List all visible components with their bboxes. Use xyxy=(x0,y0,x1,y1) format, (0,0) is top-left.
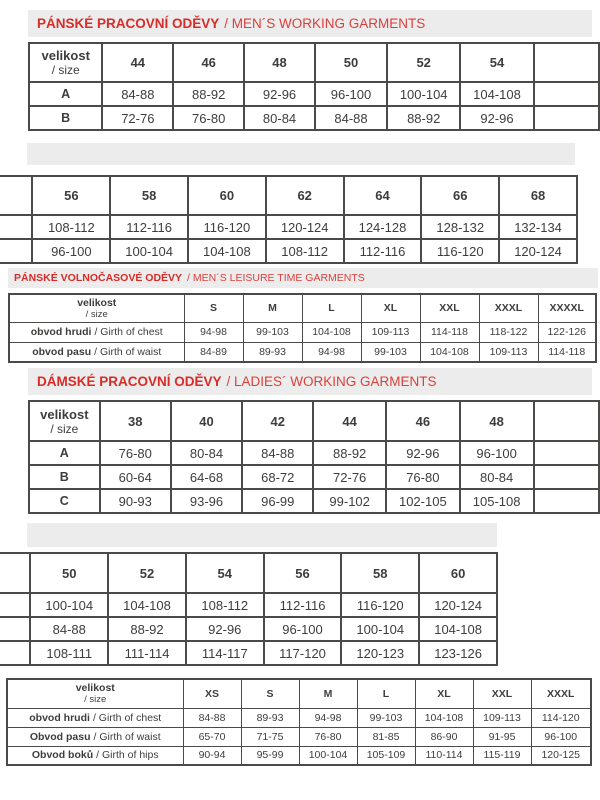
section-title-czech: DÁMSKÉ PRACOVNÍ ODĚVY xyxy=(37,374,222,389)
size-value-cell: 80-84 xyxy=(244,106,315,130)
size-value-cell: 84-88 xyxy=(242,441,313,465)
table-row xyxy=(29,106,599,130)
size-value-cell: 100-104 xyxy=(387,82,460,106)
size-value-cell: 120-124 xyxy=(266,215,344,239)
size-header-cell: 62 xyxy=(266,176,344,215)
size-table xyxy=(28,42,600,131)
size-table xyxy=(6,678,592,766)
size-value-cell: 108-112 xyxy=(186,593,264,617)
table-row xyxy=(7,727,591,746)
size-header-cell: XL xyxy=(415,679,473,708)
table-row xyxy=(9,342,596,362)
cropped-column-cell xyxy=(534,43,599,82)
measure-label-english: / Girth of chest xyxy=(94,326,163,338)
size-corner-cell xyxy=(29,43,102,82)
size-value-cell: 76-80 xyxy=(173,106,244,130)
size-header-cell: 40 xyxy=(171,401,242,441)
size-value-cell: 116-120 xyxy=(188,215,266,239)
corner-main-label: velikost xyxy=(40,406,89,422)
row-label-cell: B xyxy=(29,106,102,130)
size-value-cell: 96-100 xyxy=(264,617,342,641)
size-value-cell: 84-89 xyxy=(184,342,243,362)
size-value-cell: 84-88 xyxy=(30,617,108,641)
size-value-cell: 100-104 xyxy=(299,746,357,765)
size-value-cell: 92-96 xyxy=(460,106,533,130)
size-value-cell: 68-72 xyxy=(242,465,313,489)
size-value-cell: 122-126 xyxy=(538,322,596,342)
measure-label-czech: obvod hrudi xyxy=(30,326,92,338)
section-header-mens-leisure xyxy=(8,268,598,288)
size-value-cell: 120-124 xyxy=(499,239,577,263)
spacer-band xyxy=(27,523,497,547)
size-header-cell: 50 xyxy=(30,553,108,593)
cropped-column-cell xyxy=(0,176,32,215)
size-value-cell: 84-88 xyxy=(315,106,387,130)
size-value-cell: 86-90 xyxy=(415,727,473,746)
size-header-cell: XXL xyxy=(473,679,531,708)
size-header-cell: S xyxy=(241,679,299,708)
size-value-cell: 64-68 xyxy=(171,465,242,489)
size-table xyxy=(0,552,498,666)
size-value-cell: 104-108 xyxy=(302,322,361,342)
size-value-cell: 90-94 xyxy=(183,746,241,765)
cropped-column-cell xyxy=(0,215,32,239)
size-value-cell: 124-128 xyxy=(344,215,422,239)
size-value-cell: 105-108 xyxy=(460,489,534,513)
mens-working-table-sizes-56-68 xyxy=(0,175,578,268)
size-value-cell: 76-80 xyxy=(386,465,460,489)
size-value-cell: 94-98 xyxy=(299,708,357,727)
size-value-cell: 114-118 xyxy=(420,322,479,342)
mens-leisure-table xyxy=(8,293,597,363)
size-value-cell: 100-104 xyxy=(110,239,188,263)
size-value-cell: 92-96 xyxy=(386,441,460,465)
size-header-cell: 60 xyxy=(188,176,266,215)
size-value-cell: 84-88 xyxy=(102,82,173,106)
section-header-ladies-working xyxy=(28,368,592,395)
size-value-cell: 84-88 xyxy=(183,708,241,727)
size-header-cell: 52 xyxy=(108,553,186,593)
size-value-cell: 76-80 xyxy=(100,441,171,465)
corner-sub-label: / size xyxy=(50,421,79,436)
cropped-column-cell xyxy=(0,641,30,665)
size-header-cell: 64 xyxy=(344,176,422,215)
ladies-measurements-table xyxy=(6,678,592,768)
measure-label-english: / Girth of waist xyxy=(93,730,161,743)
measure-label-english: / Girth of waist xyxy=(94,345,162,358)
size-header-cell: 48 xyxy=(460,401,534,441)
size-value-cell: 88-92 xyxy=(173,82,244,106)
size-header-cell: XS xyxy=(183,679,241,708)
size-value-cell: 114-120 xyxy=(531,708,591,727)
size-value-cell: 108-112 xyxy=(266,239,344,263)
size-value-cell: 109-113 xyxy=(473,708,531,727)
size-header-cell: 58 xyxy=(110,176,188,215)
size-header-cell: 46 xyxy=(386,401,460,441)
size-table xyxy=(8,293,597,363)
size-value-cell: 94-98 xyxy=(302,342,361,362)
size-value-cell: 93-96 xyxy=(171,489,242,513)
cropped-column-cell xyxy=(534,489,599,513)
size-header-cell: 44 xyxy=(313,401,386,441)
row-label-cell: A xyxy=(29,82,102,106)
size-value-cell: 81-85 xyxy=(357,727,415,746)
size-value-cell: 72-76 xyxy=(102,106,173,130)
size-header-cell: XXXL xyxy=(531,679,591,708)
size-header-cell: M xyxy=(243,294,302,322)
size-value-cell: 96-100 xyxy=(531,727,591,746)
size-value-cell: 114-117 xyxy=(186,641,264,665)
size-value-cell: 112-116 xyxy=(110,215,188,239)
size-header-cell: 46 xyxy=(173,43,244,82)
size-value-cell: 104-108 xyxy=(420,342,479,362)
cropped-column-cell xyxy=(534,441,599,465)
size-value-cell: 104-108 xyxy=(419,617,497,641)
size-value-cell: 76-80 xyxy=(299,727,357,746)
ladies-working-table-sizes-38-48 xyxy=(28,400,600,518)
size-value-cell: 105-109 xyxy=(357,746,415,765)
size-value-cell: 116-120 xyxy=(421,239,499,263)
section-header-mens-working xyxy=(28,10,592,37)
cropped-column-cell xyxy=(0,239,32,263)
measure-label-czech: obvod pasu xyxy=(32,345,92,358)
size-value-cell: 104-108 xyxy=(188,239,266,263)
size-value-cell: 110-114 xyxy=(415,746,473,765)
table-row xyxy=(0,239,577,263)
size-value-cell: 100-104 xyxy=(30,593,108,617)
corner-main-label: velikost xyxy=(77,296,117,309)
table-row xyxy=(0,641,497,665)
size-header-cell: 38 xyxy=(100,401,171,441)
size-header-cell: 60 xyxy=(419,553,497,593)
size-value-cell: 120-125 xyxy=(531,746,591,765)
size-value-cell: 109-113 xyxy=(361,322,420,342)
corner-sub-label: / size xyxy=(51,63,80,77)
size-header-cell: 56 xyxy=(32,176,110,215)
table-row xyxy=(29,82,599,106)
measure-label-czech: Obvod pasu xyxy=(29,730,91,743)
row-label-cell: C xyxy=(29,489,100,513)
corner-main-label: velikost xyxy=(75,682,115,695)
size-value-cell: 112-116 xyxy=(344,239,422,263)
section-title-english: / MEN´S WORKING GARMENTS xyxy=(224,16,426,31)
size-value-cell: 99-103 xyxy=(361,342,420,362)
size-value-cell: 117-120 xyxy=(264,641,342,665)
size-corner-cell xyxy=(29,401,100,441)
size-value-cell: 94-98 xyxy=(184,322,243,342)
measure-label-english: / Girth of chest xyxy=(92,711,162,724)
size-value-cell: 109-113 xyxy=(479,342,538,362)
cropped-column-cell xyxy=(534,401,599,441)
size-value-cell: 104-108 xyxy=(108,593,186,617)
size-value-cell: 95-99 xyxy=(241,746,299,765)
table-row xyxy=(29,489,599,513)
spacer-band xyxy=(27,143,575,165)
size-corner-cell xyxy=(9,294,184,322)
size-header-cell: 58 xyxy=(341,553,419,593)
size-value-cell: 65-70 xyxy=(183,727,241,746)
size-value-cell: 104-108 xyxy=(460,82,533,106)
size-header-cell: S xyxy=(184,294,243,322)
table-row xyxy=(7,708,591,727)
table-row xyxy=(9,322,596,342)
size-value-cell: 96-99 xyxy=(242,489,313,513)
size-value-cell: 132-134 xyxy=(499,215,577,239)
row-label-cell: B xyxy=(29,465,100,489)
size-value-cell: 88-92 xyxy=(387,106,460,130)
cropped-column-cell xyxy=(0,617,30,641)
measure-label-czech: Obvod boků xyxy=(31,749,94,762)
measure-label-cell xyxy=(7,746,183,765)
ladies-working-table-sizes-50-60 xyxy=(0,552,498,670)
cropped-column-cell xyxy=(0,593,30,617)
size-value-cell: 89-93 xyxy=(241,708,299,727)
size-header-cell: L xyxy=(357,679,415,708)
size-value-cell: 116-120 xyxy=(341,593,419,617)
size-corner-cell xyxy=(7,679,183,708)
size-value-cell: 88-92 xyxy=(108,617,186,641)
size-value-cell: 80-84 xyxy=(460,465,534,489)
size-value-cell: 112-116 xyxy=(264,593,342,617)
cropped-column-cell xyxy=(0,553,30,593)
table-row xyxy=(0,593,497,617)
size-value-cell: 100-104 xyxy=(341,617,419,641)
size-header-cell: 54 xyxy=(186,553,264,593)
size-header-cell: M xyxy=(299,679,357,708)
size-table xyxy=(28,400,600,514)
size-value-cell: 99-103 xyxy=(243,322,302,342)
size-value-cell: 120-123 xyxy=(341,641,419,665)
size-header-cell: XXXL xyxy=(479,294,538,322)
size-header-cell: 42 xyxy=(242,401,313,441)
size-value-cell: 88-92 xyxy=(313,441,386,465)
size-value-cell: 92-96 xyxy=(244,82,315,106)
size-value-cell: 108-111 xyxy=(30,641,108,665)
size-value-cell: 111-114 xyxy=(108,641,186,665)
section-title-english: / LADIES´ WORKING GARMENTS xyxy=(226,374,437,389)
size-value-cell: 80-84 xyxy=(171,441,242,465)
measure-label-czech: obvod hrudi xyxy=(29,711,90,724)
size-value-cell: 96-100 xyxy=(460,441,534,465)
size-value-cell: 60-64 xyxy=(100,465,171,489)
size-value-cell: 96-100 xyxy=(32,239,110,263)
size-header-cell: XXL xyxy=(420,294,479,322)
size-value-cell: 99-103 xyxy=(357,708,415,727)
size-table xyxy=(0,175,578,264)
cropped-column-cell xyxy=(534,465,599,489)
table-row xyxy=(29,465,599,489)
size-value-cell: 114-118 xyxy=(538,342,596,362)
size-header-cell: 50 xyxy=(315,43,387,82)
cropped-column-cell xyxy=(534,106,599,130)
table-row xyxy=(29,441,599,465)
size-header-cell: 48 xyxy=(244,43,315,82)
corner-main-label: velikost xyxy=(41,48,90,63)
size-value-cell: 120-124 xyxy=(419,593,497,617)
size-value-cell: 72-76 xyxy=(313,465,386,489)
size-header-cell: 66 xyxy=(421,176,499,215)
size-header-cell: 52 xyxy=(387,43,460,82)
section-title-czech: PÁNSKÉ PRACOVNÍ ODĚVY xyxy=(37,16,220,31)
measure-label-cell xyxy=(9,342,184,362)
size-header-cell: XXXXL xyxy=(538,294,596,322)
measure-label-english: / Girth of hips xyxy=(96,749,159,762)
size-header-cell: 56 xyxy=(264,553,342,593)
size-value-cell: 118-122 xyxy=(479,322,538,342)
table-row xyxy=(0,215,577,239)
size-value-cell: 108-112 xyxy=(32,215,110,239)
size-value-cell: 71-75 xyxy=(241,727,299,746)
size-value-cell: 123-126 xyxy=(419,641,497,665)
measure-label-cell xyxy=(7,727,183,746)
section-title-english: / MEN´S LEISURE TIME GARMENTS xyxy=(187,272,365,284)
size-header-cell: XL xyxy=(361,294,420,322)
size-value-cell: 96-100 xyxy=(315,82,387,106)
cropped-column-cell xyxy=(534,82,599,106)
size-value-cell: 90-93 xyxy=(100,489,171,513)
size-value-cell: 92-96 xyxy=(186,617,264,641)
size-value-cell: 104-108 xyxy=(415,708,473,727)
size-header-cell: 54 xyxy=(460,43,533,82)
size-value-cell: 99-102 xyxy=(313,489,386,513)
row-label-cell: A xyxy=(29,441,100,465)
size-header-cell: 68 xyxy=(499,176,577,215)
table-row xyxy=(7,746,591,765)
corner-sub-label: / size xyxy=(84,694,107,706)
section-title-czech: PÁNSKÉ VOLNOČASOVÉ ODĚVY xyxy=(14,272,183,284)
size-value-cell: 115-119 xyxy=(473,746,531,765)
corner-sub-label: / size xyxy=(85,308,108,320)
table-row xyxy=(0,617,497,641)
size-header-cell: L xyxy=(302,294,361,322)
size-value-cell: 128-132 xyxy=(421,215,499,239)
measure-label-cell xyxy=(9,322,184,342)
size-value-cell: 89-93 xyxy=(243,342,302,362)
size-value-cell: 91-95 xyxy=(473,727,531,746)
mens-working-table-sizes-44-54 xyxy=(28,42,600,135)
size-header-cell: 44 xyxy=(102,43,173,82)
size-value-cell: 102-105 xyxy=(386,489,460,513)
measure-label-cell xyxy=(7,708,183,727)
